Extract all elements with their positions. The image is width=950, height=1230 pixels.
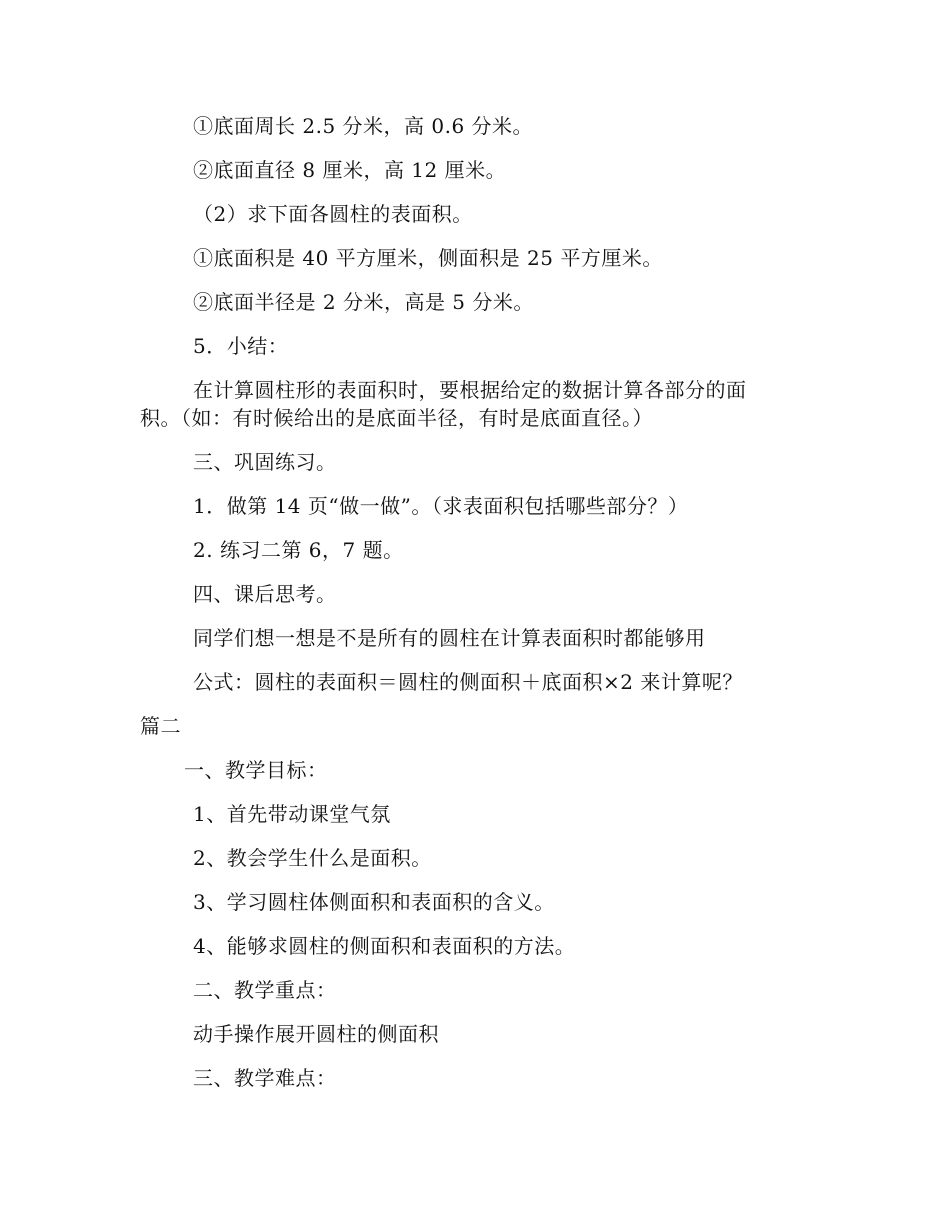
section-heading: 5．小结： [193,334,289,358]
section-heading: 二、教学重点： [193,978,337,1002]
text-line: 1、首先带动课堂气氛 [193,802,391,826]
text-line: 1．做第 14 页“做一做”。（求表面积包括哪些部分？） [193,494,689,518]
text-line: 在计算圆柱形的表面积时，要根据给定的数据计算各部分的面 [193,378,747,402]
text-line: 3、学习圆柱体侧面积和表面积的含义。 [193,890,555,914]
section-heading: 四、课后思考。 [193,582,337,606]
section-heading: 三、巩固练习。 [193,450,337,474]
text-line: 公式：圆柱的表面积＝圆柱的侧面积＋底面积×2 来计算呢？ [193,670,743,694]
text-line: （2）求下面各圆柱的表面积。 [193,202,473,226]
text-line: 积。（如：有时候给出的是底面半径，有时是底面直径。） [140,406,653,430]
text-line: ①底面积是 40 平方厘米，侧面积是 25 平方厘米。 [193,246,663,270]
section-heading: 一、教学目标： [184,758,328,782]
text-line: 4、能够求圆柱的侧面积和表面积的方法。 [193,934,576,958]
text-line: ①底面周长 2.5 分米，高 0.6 分米。 [193,114,534,138]
text-line: 动手操作展开圆柱的侧面积 [193,1022,439,1046]
section-heading: 三、教学难点： [193,1066,337,1090]
text-line: ②底面半径是 2 分米，高是 5 分米。 [193,290,534,314]
text-line: 2. 练习二第 6，7 题。 [193,538,404,562]
text-line: 同学们想一想是不是所有的圆柱在计算表面积时都能够用 [193,626,706,650]
text-line: 2、教会学生什么是面积。 [193,846,432,870]
text-line: ②底面直径 8 厘米，高 12 厘米。 [193,158,507,182]
part-heading: 篇二 [140,714,181,738]
